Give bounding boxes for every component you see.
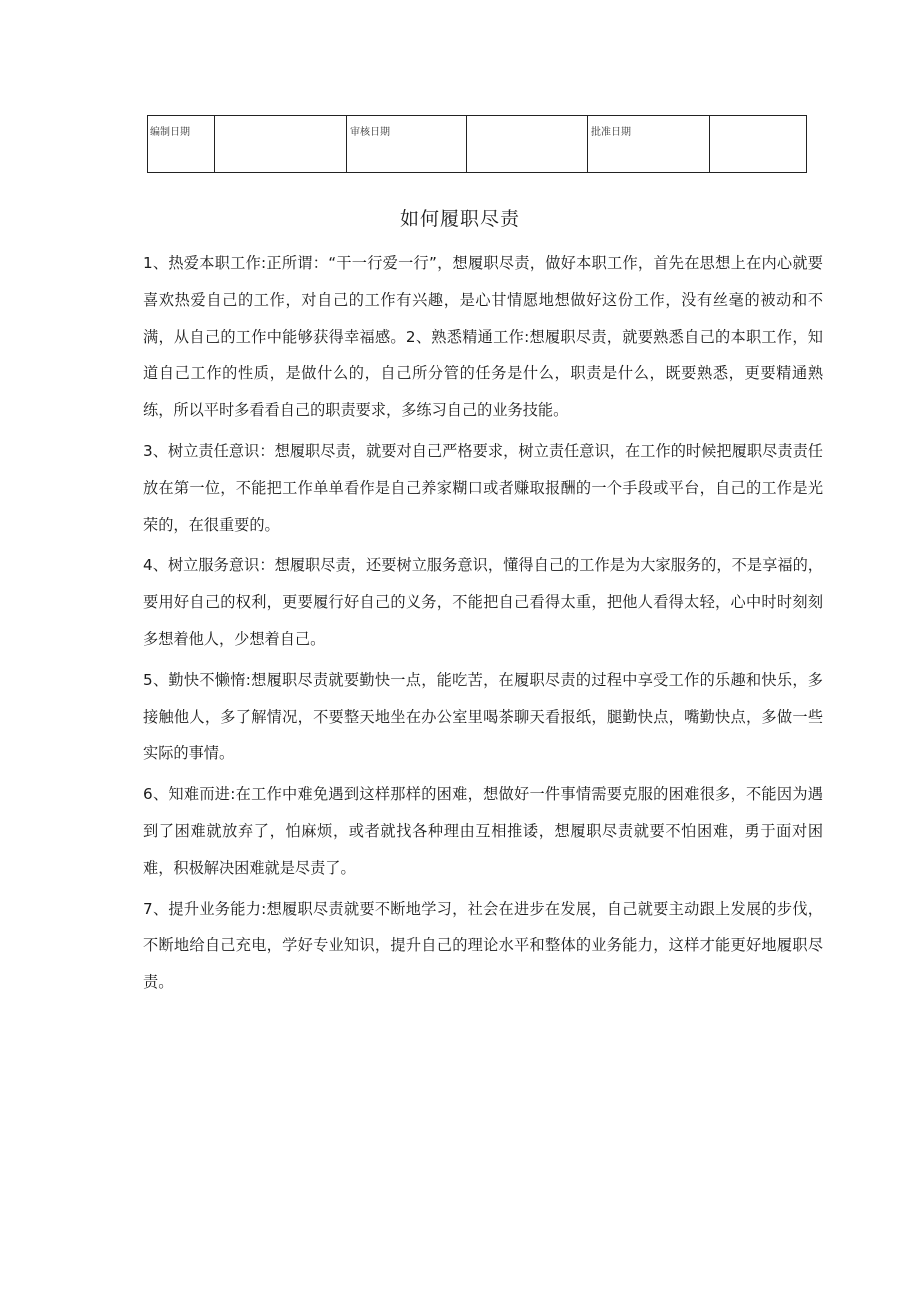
approve-date-value xyxy=(710,116,807,173)
paragraph-5: 5、勤快不懒惰:想履职尽责就要勤快一点，能吃苦，在履职尽责的过程中享受工作的乐趣和快乐，多接触他人，多了解情况，不要整天地坐在办公室里喝茶聊天看报纸，腿勤快点，嘴勤快点，多做一些实际的事情。 xyxy=(143,670,823,763)
review-date-label: 审核日期 xyxy=(347,116,467,173)
compile-date-value xyxy=(215,116,347,173)
compile-date-label: 编制日期 xyxy=(148,116,215,173)
approval-row xyxy=(148,116,807,173)
paragraph-4: 4、树立服务意识：想履职尽责，还要树立服务意识，懂得自己的工作是为大家服务的，不是享福的，要用好自己的权利，更要履行好自己的义务，不能把自己看得太重，把他人看得太轻，心中时时刻刻多想着他人，少想着自己。 xyxy=(143,556,823,648)
approve-date-label: 批准日期 xyxy=(588,116,710,173)
paragraph-3: 3、树立责任意识：想履职尽责，就要对自己严格要求，树立责任意识，在工作的时候把履职尽责责任放在第一位，不能把工作单单看作是自己养家糊口或者赚取报酬的一个手段或平台，自己的工作是光荣的，在很重要的。 xyxy=(143,441,823,534)
review-date-value xyxy=(467,116,588,173)
paragraph-7: 7、提升业务能力:想履职尽责就要不断地学习，社会在进步在发展，自己就要主动跟上发展的步伐，不断地给自己充电，学好专业知识，提升自己的理论水平和整体的业务能力，这样才能更好地履职尽责。 xyxy=(143,899,823,992)
paragraph-1: 1、热爱本职工作:正所谓：“干一行爱一行”，想履职尽责，做好本职工作，首先在思想上在内心就要喜欢热爱自己的工作，对自己的工作有兴趣，是心甘情愿地想做好这份工作，没有丝毫的被动和不满，从自己的工作中能够获得幸福感。2、熟悉精通工作:想履职尽责，就要熟悉自己的本职工作，知道自己工作的性质，是做什么的，自己所分管的任务是什么，职责是什么，既要熟悉，更要精通熟练，所以平时多看看自己的职责要求，多练习自己的业务技能。 xyxy=(143,254,823,420)
document-title: 如何履职尽责 xyxy=(399,208,520,230)
document-body xyxy=(143,245,823,1005)
approval-table xyxy=(147,115,807,173)
paragraph-6: 6、知难而进:在工作中难免遇到这样那样的困难，想做好一件事情需要克服的困难很多，不能因为遇到了困难就放弃了，怕麻烦，或者就找各种理由互相推诿，想履职尽责就要不怕困难，勇于面对困难，积极解决困难就是尽责了。 xyxy=(143,785,823,877)
